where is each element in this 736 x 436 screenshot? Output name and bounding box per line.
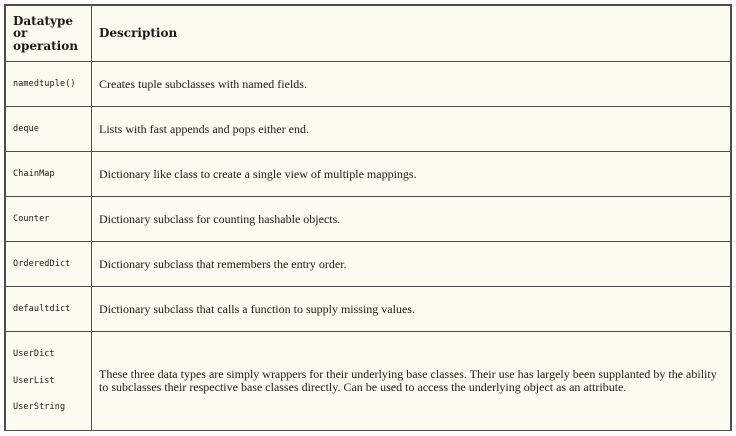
- datatype-cell: defaultdict: [6, 287, 92, 332]
- header-row: [6, 6, 731, 62]
- datatype-cell: [6, 332, 92, 431]
- table-row: [6, 107, 731, 152]
- description-cell: Lists with fast appends and pops either end.: [92, 107, 731, 152]
- table-row: [6, 152, 731, 197]
- table-row: [6, 197, 731, 242]
- datatype-name: UserString: [13, 402, 66, 412]
- description-cell: Creates tuple subclasses with named fields.: [92, 62, 731, 107]
- collections-table: [4, 4, 732, 431]
- table-row: [6, 287, 731, 332]
- description-cell: Dictionary like class to create a single view of multiple mappings.: [92, 152, 731, 197]
- description-cell: These three data types are simply wrappers for their underlying base classes. Their use has largely been supplanted by the ability to subclasses their respective base classes directly. Can be used to access the underlying object as an attribute.: [92, 332, 731, 431]
- description-cell: Dictionary subclass for counting hashable objects.: [92, 197, 731, 242]
- header-description: Description: [92, 6, 731, 62]
- table-row: [6, 242, 731, 287]
- datatype-cell: namedtuple(): [6, 62, 92, 107]
- description-cell: Dictionary subclass that remembers the entry order.: [92, 242, 731, 287]
- header-datatype: Datatype or operation: [6, 6, 92, 62]
- datatype-name: UserDict: [13, 349, 55, 359]
- datatype-cell: deque: [6, 107, 92, 152]
- description-cell: Dictionary subclass that calls a function to supply missing values.: [92, 287, 731, 332]
- datatype-cell: OrderedDict: [6, 242, 92, 287]
- datatype-name: UserList: [13, 375, 55, 386]
- datatype-cell: Counter: [6, 197, 92, 242]
- datatype-table: [5, 5, 731, 431]
- datatype-cell: ChainMap: [6, 152, 92, 197]
- table-row: [6, 62, 731, 107]
- table-row: [6, 332, 731, 431]
